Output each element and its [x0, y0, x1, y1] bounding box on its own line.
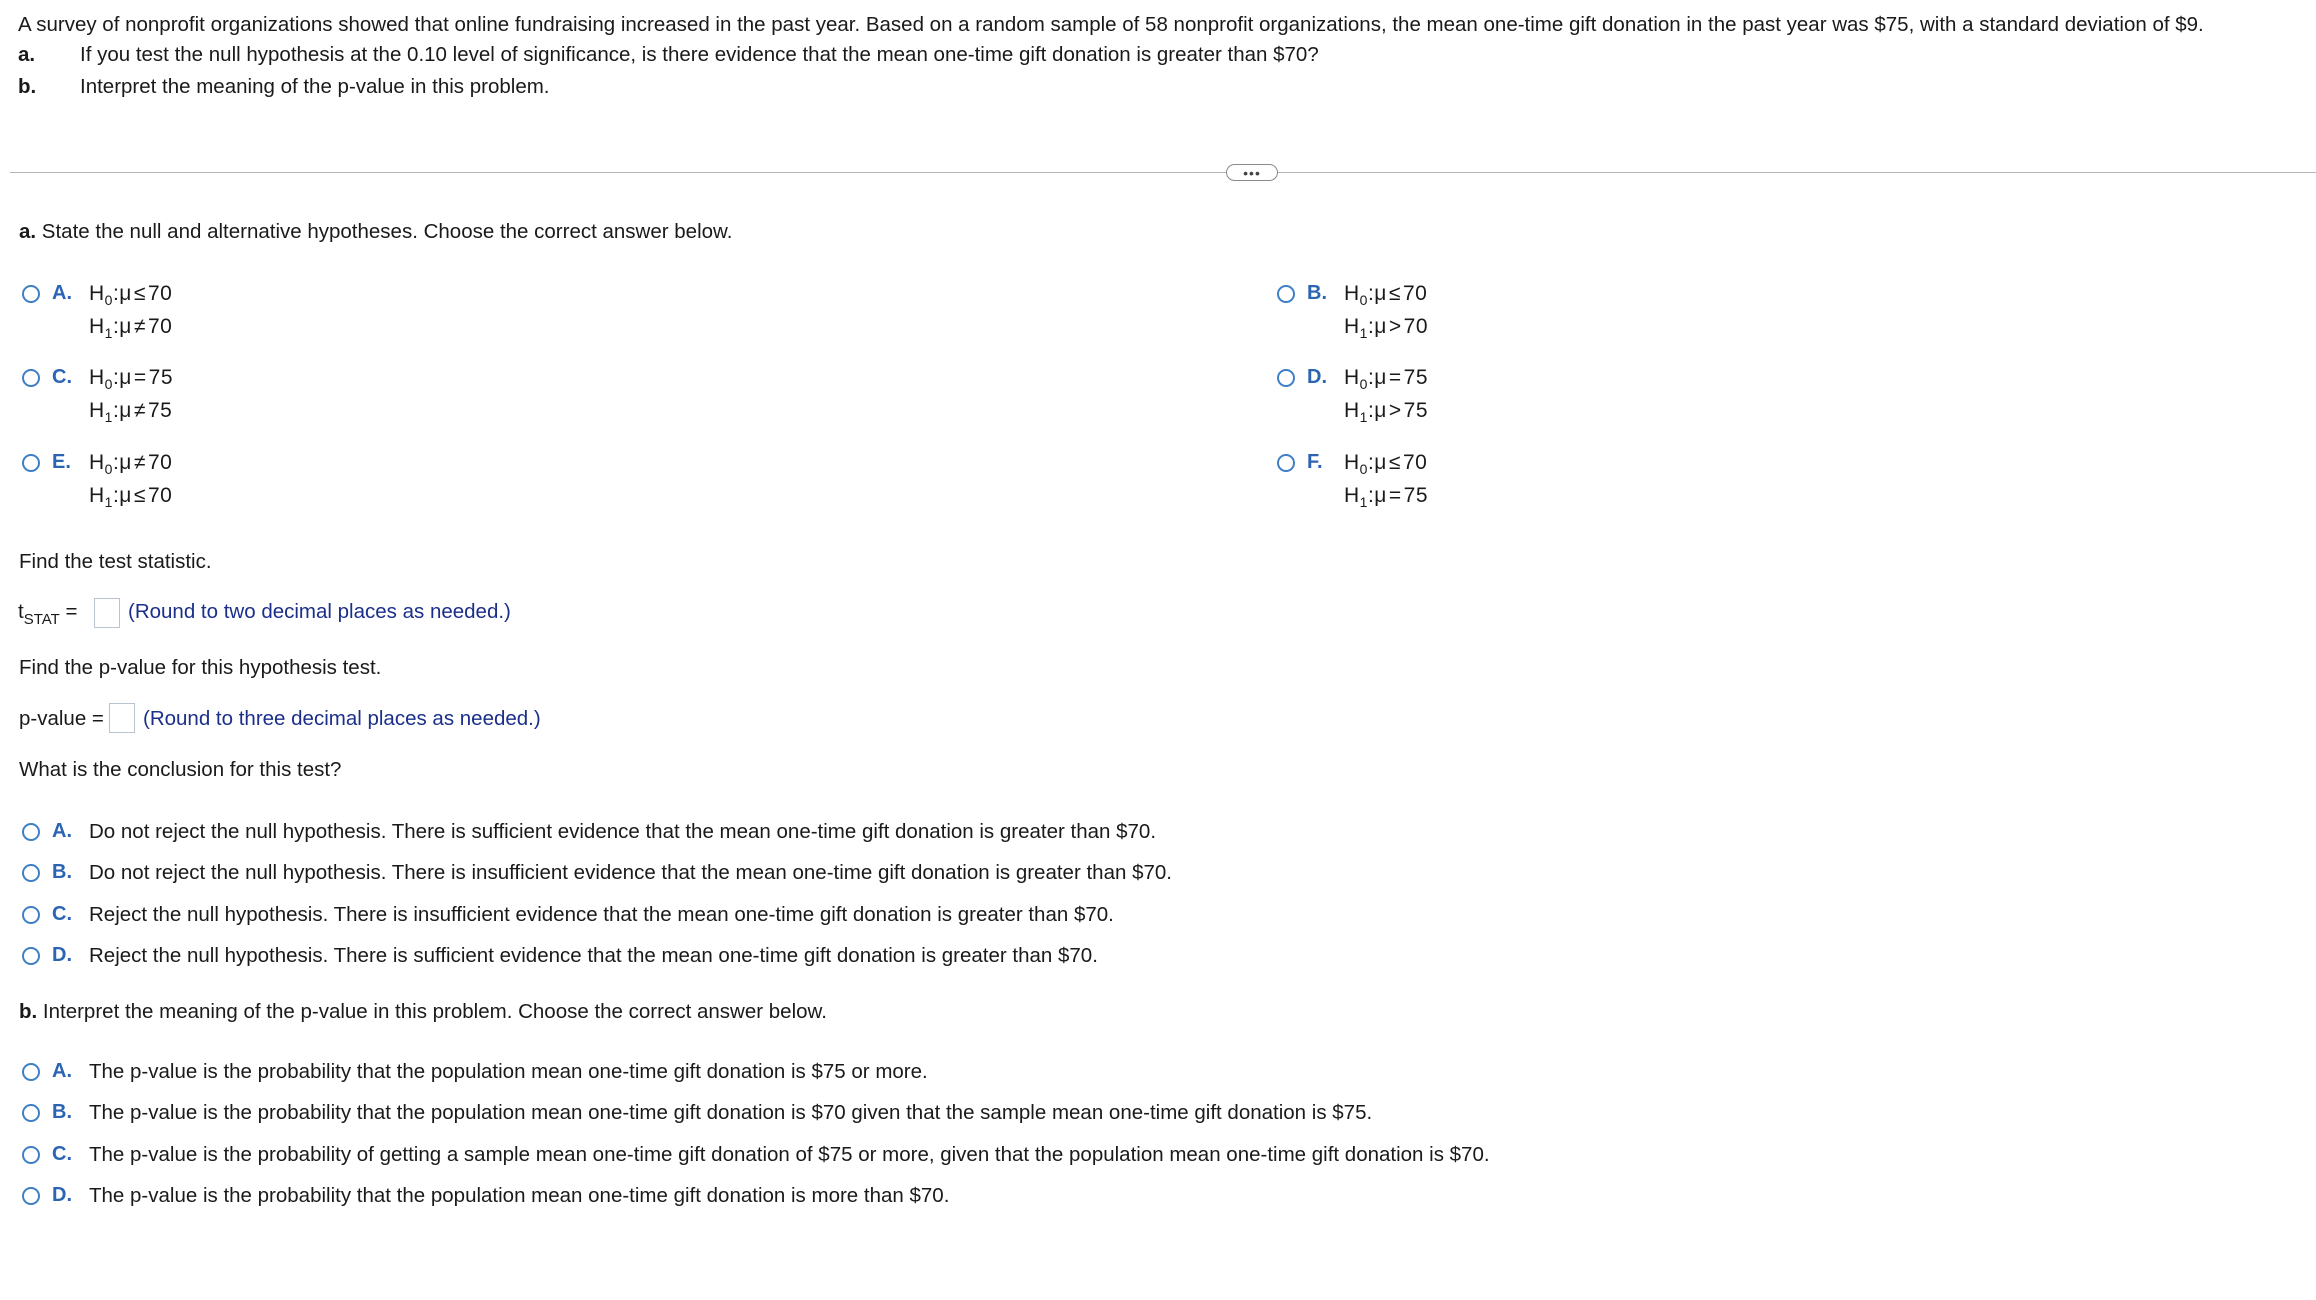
mu-symbol: :μ	[112, 282, 132, 305]
h0-subscript: 0	[104, 292, 113, 308]
h1-hypothesis	[1344, 399, 1428, 425]
h1-symbol: H	[89, 315, 105, 338]
h1-relation: ≠	[133, 315, 146, 338]
mu-symbol: :μ	[1367, 282, 1387, 305]
h1-subscript: 1	[104, 409, 113, 425]
h1-subscript: 1	[1359, 409, 1368, 425]
h0-value: 70	[147, 451, 173, 474]
expand-more-button[interactable]: •••	[1226, 164, 1278, 181]
choice-letter: C.	[52, 903, 72, 925]
choice-letter: A.	[52, 282, 72, 304]
section-divider	[10, 172, 2316, 173]
choice-letter: A.	[52, 820, 72, 842]
h1-subscript: 1	[104, 494, 113, 510]
p-value-answer-input[interactable]	[109, 703, 135, 733]
choice-letter: B.	[52, 1101, 72, 1123]
choice-letter: B.	[52, 861, 72, 883]
h0-symbol: H	[1344, 366, 1360, 389]
h1-hypothesis	[1344, 484, 1428, 510]
h0-relation: =	[1388, 366, 1402, 389]
h0-subscript: 0	[1359, 376, 1368, 392]
h1-hypothesis	[1344, 315, 1428, 341]
problem-part-a	[18, 40, 1319, 70]
conclusion-option-b-radio[interactable]	[22, 864, 40, 882]
mu-symbol: :μ	[1367, 484, 1387, 507]
h0-hypothesis	[89, 282, 172, 308]
h1-relation: =	[1388, 484, 1402, 507]
h0-value: 70	[1402, 282, 1428, 305]
h1-subscript: 1	[1359, 494, 1368, 510]
h0-symbol: H	[89, 366, 105, 389]
h0-symbol: H	[89, 282, 105, 305]
mu-symbol: :μ	[112, 366, 132, 389]
p-value-option-b-radio[interactable]	[22, 1104, 40, 1122]
h1-symbol: H	[1344, 315, 1360, 338]
part-b-prompt-text: Interpret the meaning of the p-value in this problem. Choose the correct answer below.	[37, 1000, 827, 1023]
mu-symbol: :μ	[1367, 315, 1387, 338]
conclusion-option-c-radio[interactable]	[22, 906, 40, 924]
mu-symbol: :μ	[112, 451, 132, 474]
h1-relation: ≠	[133, 399, 146, 422]
conclusion-option-a-radio[interactable]	[22, 823, 40, 841]
mu-symbol: :μ	[1367, 451, 1387, 474]
h1-relation: ≤	[133, 484, 146, 507]
choice-letter: A.	[52, 1060, 72, 1082]
h0-relation: ≠	[133, 451, 146, 474]
h0-symbol: H	[1344, 451, 1360, 474]
choice-letter: C.	[52, 366, 72, 388]
h1-value: 75	[1403, 484, 1429, 507]
choice-letter: C.	[52, 1143, 72, 1165]
part-letter: b.	[18, 75, 37, 98]
tstat-label	[18, 600, 78, 628]
p-value-label: p-value =	[19, 707, 104, 730]
tstat-answer-input[interactable]	[94, 598, 120, 628]
p-value-option-b-text: The p-value is the probability that the population mean one-time gift donation is $70 given that the sample mean one-time gift donation is $75.	[89, 1101, 1373, 1124]
tstat-rounding-hint: (Round to two decimal places as needed.)	[128, 600, 511, 623]
h1-hypothesis	[89, 399, 172, 425]
h1-value: 70	[147, 315, 173, 338]
mu-symbol: :μ	[1367, 399, 1387, 422]
h1-relation: >	[1388, 399, 1402, 422]
choice-letter: D.	[52, 944, 72, 966]
h1-subscript: 1	[104, 325, 113, 341]
tstat-equals: =	[65, 600, 78, 623]
h1-relation: >	[1388, 315, 1402, 338]
conclusion-option-d-radio[interactable]	[22, 947, 40, 965]
p-value-option-c-text: The p-value is the probability of getting a sample mean one-time gift donation of $75 or more, given that the population mean one-time gift donation is $70.	[89, 1143, 1490, 1166]
conclusion-prompt: What is the conclusion for this test?	[19, 758, 342, 781]
p-value-option-a-text: The p-value is the probability that the population mean one-time gift donation is $75 or more.	[89, 1060, 928, 1083]
mu-symbol: :μ	[112, 484, 132, 507]
h0-relation: ≤	[1388, 282, 1401, 305]
conclusion-option-d-text: Reject the null hypothesis. There is sufficient evidence that the mean one-time gift donation is greater than $70.	[89, 944, 1098, 967]
part-b-prompt-label: b.	[19, 1000, 38, 1023]
choice-letter: D.	[52, 1184, 72, 1206]
conclusion-option-a-text: Do not reject the null hypothesis. There is sufficient evidence that the mean one-time gift donation is greater than $70.	[89, 820, 1157, 843]
part-b-prompt	[19, 1000, 827, 1024]
tstat-symbol: t	[18, 600, 24, 623]
h0-value: 70	[1402, 451, 1428, 474]
h0-value: 70	[147, 282, 173, 305]
find-p-value-label: Find the p-value for this hypothesis test.	[19, 656, 382, 679]
p-value-option-c-radio[interactable]	[22, 1146, 40, 1164]
hypothesis-option-b-radio[interactable]	[1277, 285, 1295, 303]
h0-hypothesis	[89, 451, 172, 477]
part-text: Interpret the meaning of the p-value in this problem.	[80, 75, 550, 98]
choice-letter: B.	[1307, 282, 1327, 304]
hypothesis-option-c-radio[interactable]	[22, 369, 40, 387]
h0-relation: ≤	[1388, 451, 1401, 474]
problem-statement: A survey of nonprofit organizations showed that online fundraising increased in the past year. Based on a random sample of 58 nonprofit organizations, the mean one-time gift donation in the past year was $75, with a standard deviation of $9.	[18, 13, 2204, 36]
h1-symbol: H	[89, 484, 105, 507]
part-letter: a.	[18, 43, 36, 66]
choice-letter: D.	[1307, 366, 1327, 388]
h1-subscript: 1	[1359, 325, 1368, 341]
problem-part-b	[18, 72, 550, 102]
p-value-option-d-text: The p-value is the probability that the population mean one-time gift donation is more than $70.	[89, 1184, 950, 1207]
p-value-option-a-radio[interactable]	[22, 1063, 40, 1081]
choice-letter: F.	[1307, 451, 1323, 473]
h0-subscript: 0	[104, 376, 113, 392]
h0-relation: =	[133, 366, 147, 389]
h0-subscript: 0	[1359, 461, 1368, 477]
mu-symbol: :μ	[112, 315, 132, 338]
h1-value: 75	[147, 399, 173, 422]
h0-value: 75	[1403, 366, 1429, 389]
h0-symbol: H	[89, 451, 105, 474]
h0-hypothesis	[1344, 366, 1428, 392]
tstat-subscript: STAT	[23, 611, 60, 628]
h0-hypothesis	[1344, 282, 1427, 308]
h1-hypothesis	[89, 315, 172, 341]
h1-hypothesis	[89, 484, 172, 510]
h0-subscript: 0	[1359, 292, 1368, 308]
part-a-prompt-text: State the null and alternative hypotheses. Choose the correct answer below.	[36, 220, 733, 243]
h1-value: 70	[147, 484, 173, 507]
p-value-rounding-hint: (Round to three decimal places as needed.)	[143, 707, 541, 730]
hypothesis-option-f-radio[interactable]	[1277, 454, 1295, 472]
find-test-statistic-label: Find the test statistic.	[19, 550, 212, 573]
h1-value: 70	[1403, 315, 1429, 338]
h1-symbol: H	[1344, 484, 1360, 507]
h0-relation: ≤	[133, 282, 146, 305]
mu-symbol: :μ	[112, 399, 132, 422]
h1-symbol: H	[89, 399, 105, 422]
h0-value: 75	[148, 366, 174, 389]
h1-symbol: H	[1344, 399, 1360, 422]
part-a-prompt-label: a.	[19, 220, 37, 243]
conclusion-option-b-text: Do not reject the null hypothesis. There is insufficient evidence that the mean one-time gift donation is greater than $70.	[89, 861, 1172, 884]
h0-symbol: H	[1344, 282, 1360, 305]
conclusion-option-c-text: Reject the null hypothesis. There is insufficient evidence that the mean one-time gift donation is greater than $70.	[89, 903, 1114, 926]
p-value-option-d-radio[interactable]	[22, 1187, 40, 1205]
h0-subscript: 0	[104, 461, 113, 477]
part-a-prompt	[19, 220, 732, 244]
hypothesis-option-a-radio[interactable]	[22, 285, 40, 303]
hypothesis-option-e-radio[interactable]	[22, 454, 40, 472]
h1-value: 75	[1403, 399, 1429, 422]
h0-hypothesis	[89, 366, 173, 392]
choice-letter: E.	[52, 451, 71, 473]
hypothesis-option-d-radio[interactable]	[1277, 369, 1295, 387]
h0-hypothesis	[1344, 451, 1427, 477]
part-text: If you test the null hypothesis at the 0.10 level of significance, is there evidence that the mean one-time gift donation is greater than $70?	[80, 43, 1319, 66]
mu-symbol: :μ	[1367, 366, 1387, 389]
